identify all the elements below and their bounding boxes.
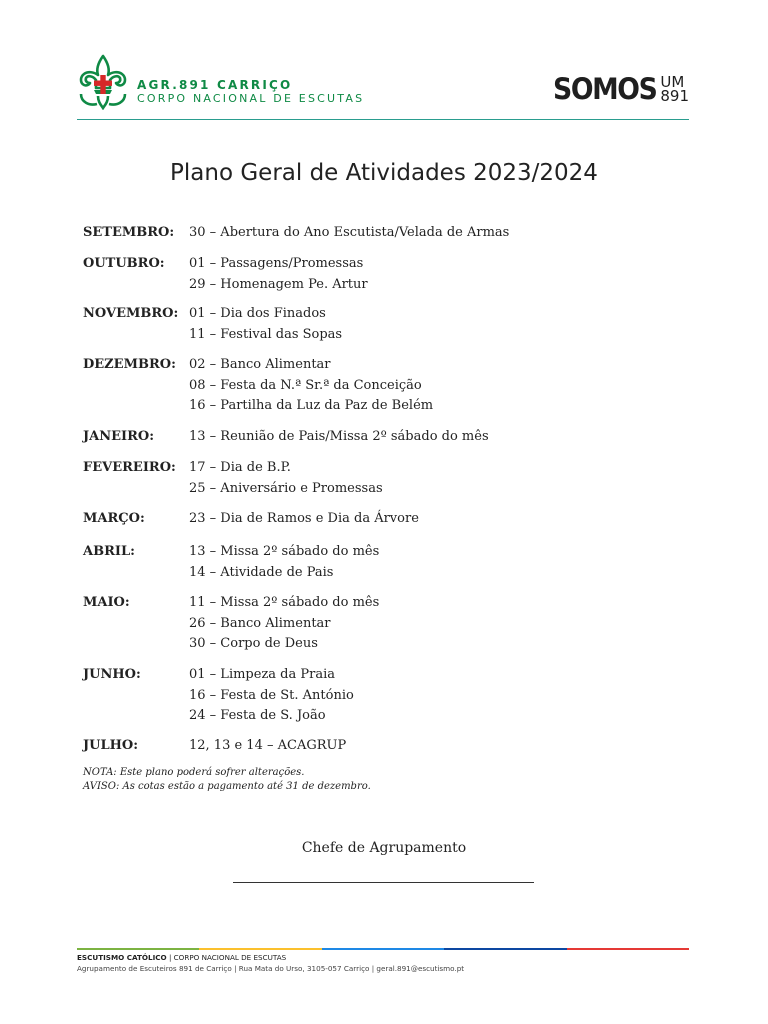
- footer-org-rest: | CORPO NACIONAL DE ESCUTAS: [168, 953, 287, 962]
- note-line: NOTA: Este plano poderá sofrer alterações.: [83, 767, 305, 778]
- somos-891: 891: [660, 87, 689, 105]
- activity-item: 13 – Reunião de Pais/Missa 2º sábado do mês: [189, 429, 489, 444]
- activity-item: 16 – Partilha da Luz da Paz de Belém: [189, 398, 434, 413]
- somos-um-891-logo: [544, 69, 689, 109]
- brand-subtitle: CORPO NACIONAL DE ESCUTAS: [137, 92, 365, 105]
- month-name: SETEMBRO:: [83, 225, 175, 240]
- month-name: MAIO:: [83, 595, 130, 610]
- signature-line: [233, 882, 534, 883]
- month-events: [189, 254, 368, 295]
- note-line: AVISO: As cotas estão a pagamento até 31 de dezembro.: [83, 781, 371, 792]
- month-name: MARÇO:: [83, 511, 145, 526]
- month-name: ABRIL:: [83, 544, 135, 559]
- footer-color-segment: [567, 948, 689, 950]
- activity-item: 30 – Abertura do Ano Escutista/Velada de Armas: [189, 225, 510, 240]
- month-name: FEVEREIRO:: [83, 460, 176, 475]
- header-divider: [77, 119, 689, 120]
- month-name: JUNHO:: [83, 667, 141, 682]
- activity-item: 16 – Festa de St. António: [189, 687, 354, 703]
- activity-item: 12, 13 e 14 – ACAGRUP: [189, 738, 347, 753]
- month-events: [189, 304, 342, 345]
- footer-organization: [77, 953, 286, 962]
- month-name: JANEIRO:: [83, 429, 155, 444]
- activity-item: 02 – Banco Alimentar: [189, 357, 331, 372]
- activity-item: 08 – Festa da N.ª Sr.ª da Conceição: [189, 377, 422, 393]
- footer-color-segment: [77, 948, 199, 950]
- activity-item: 26 – Banco Alimentar: [189, 615, 331, 631]
- activity-item: 11 – Missa 2º sábado do mês: [189, 595, 380, 610]
- brand-name: AGR.891 CARRIÇO: [137, 78, 293, 92]
- month-events: [189, 509, 419, 530]
- month-name: DEZEMBRO:: [83, 357, 176, 372]
- month-name: JULHO:: [83, 738, 139, 753]
- footer-color-segment: [322, 948, 444, 950]
- activity-item: 11 – Festival das Sopas: [189, 326, 343, 342]
- brand-block: [137, 78, 364, 105]
- somos-word: SOMOS: [552, 72, 657, 106]
- month-events: [189, 427, 489, 448]
- activity-item: 29 – Homenagem Pe. Artur: [189, 276, 368, 292]
- activity-item: 24 – Festa de S. João: [189, 708, 326, 723]
- month-events: [189, 355, 433, 417]
- month-events: [189, 736, 346, 757]
- month-events: [189, 665, 354, 727]
- somos-number: [660, 75, 689, 103]
- activity-item: 25 – Aniversário e Promessas: [189, 480, 383, 496]
- signature-label: Chefe de Agrupamento: [301, 840, 467, 856]
- notes-block: [83, 766, 371, 794]
- footer-color-bar: [77, 948, 689, 950]
- page-title: Plano Geral de Atividades 2023/2024: [170, 160, 598, 186]
- footer-color-segment: [444, 948, 566, 950]
- activity-item: 30 – Corpo de Deus: [189, 636, 318, 651]
- footer-color-segment: [199, 948, 321, 950]
- activity-item: 14 – Atividade de Pais: [189, 564, 334, 580]
- month-events: [189, 542, 379, 583]
- fleur-de-lis-cross-icon: [77, 54, 129, 110]
- month-events: [189, 593, 379, 655]
- activity-item: 01 – Dia dos Finados: [189, 306, 326, 321]
- activity-item: 13 – Missa 2º sábado do mês: [189, 544, 380, 559]
- letterhead: [77, 54, 689, 118]
- activity-item: 23 – Dia de Ramos e Dia da Árvore: [189, 511, 419, 526]
- footer-address: Agrupamento de Escuteiros 891 de Carriço | Rua Mata do Urso, 3105-057 Carriço | geral.891@escutismo.pt: [77, 964, 465, 973]
- month-name: OUTUBRO:: [83, 256, 165, 271]
- month-events: [189, 223, 509, 244]
- activity-item: 01 – Limpeza da Praia: [189, 667, 335, 682]
- activity-item: 17 – Dia de B.P.: [189, 460, 291, 475]
- footer-org-bold: ESCUTISMO CATÓLICO: [77, 953, 167, 962]
- month-name: NOVEMBRO:: [83, 306, 179, 321]
- somos-um: UM: [660, 73, 685, 91]
- month-events: [189, 458, 383, 499]
- activity-item: 01 – Passagens/Promessas: [189, 256, 364, 271]
